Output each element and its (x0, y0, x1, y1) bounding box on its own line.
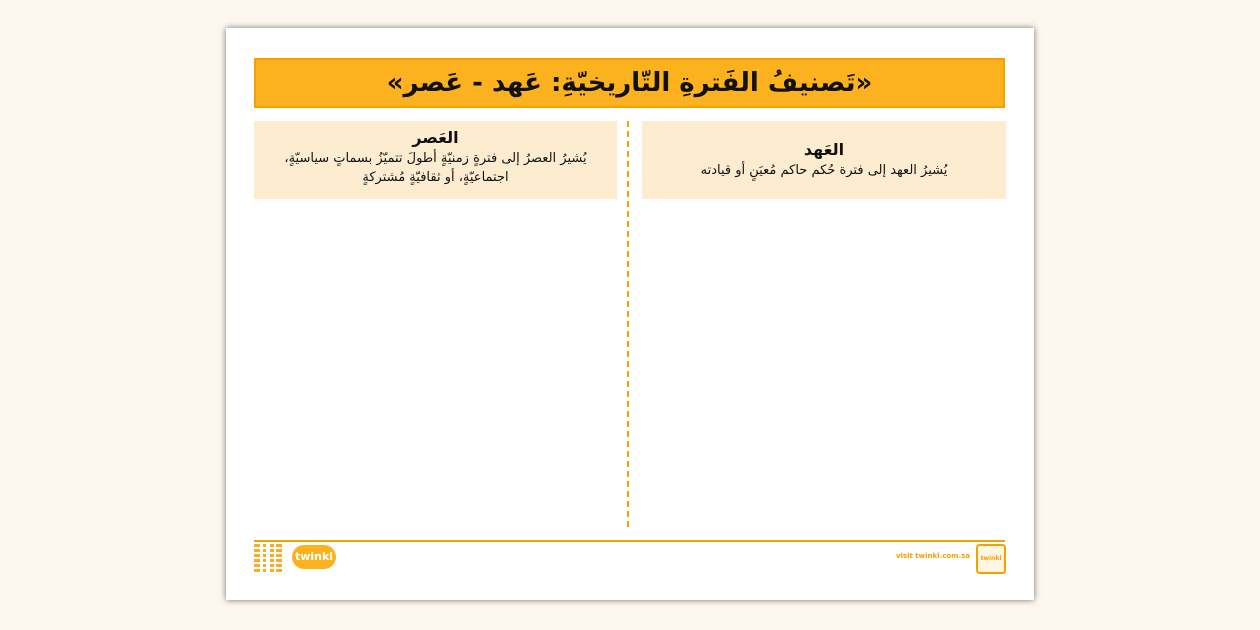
age-heading: العَصر (412, 128, 459, 147)
era-reign-box (642, 121, 1006, 199)
age-description: يُشيرُ العصرُ إلى فترةٍ زمنيّةٍ أطولَ تتميّزُ بسماتٍ سياسيّةٍ، اجتماعيّةٍ، أو ثقافيّةٍ مُشتركةٍ (284, 151, 587, 185)
qr-code-icon (254, 544, 282, 572)
reign-description: يُشيرُ العهد إلى فترة حُكم حاكم مُعيَنٍ أو قيادته (700, 163, 948, 178)
reign-heading: العَهد (803, 140, 845, 159)
page-title: «تَصنيفُ الفَترةِ التّاريخيّةِ: عَهد - عَصر» (386, 68, 873, 98)
worksheet-page (226, 28, 1034, 600)
twinkl-logo: twinkl (292, 545, 336, 569)
column-divider (627, 121, 629, 527)
title-banner (254, 58, 1005, 108)
footer-divider (254, 540, 1005, 542)
visit-link-text[interactable]: visit twinkl.com.sa (895, 552, 970, 560)
quality-badge-icon: twinkl (976, 544, 1006, 574)
era-age-box (254, 121, 617, 199)
